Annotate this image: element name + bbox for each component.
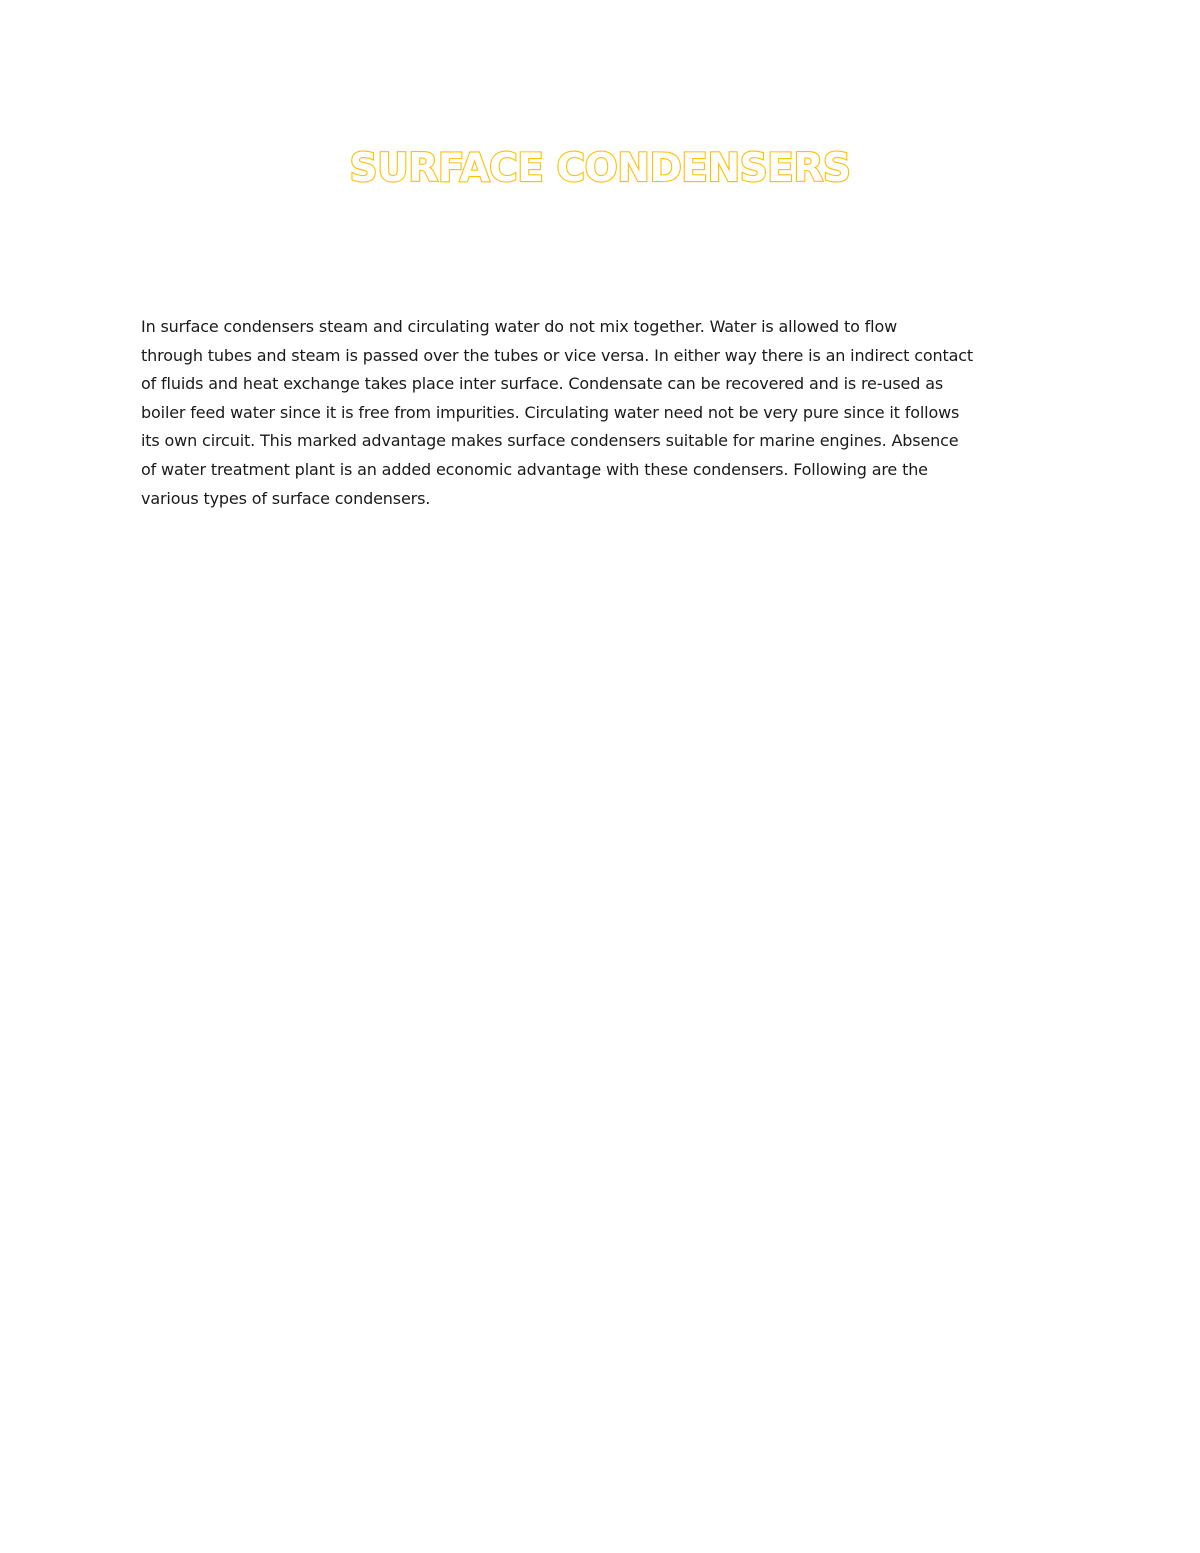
paragraph-line: various types of surface condensers. <box>141 488 431 508</box>
paragraph-line: of fluids and heat exchange takes place inter surface. Condensate can be recovered and is re-used as <box>141 374 944 394</box>
paragraph-line: In surface condensers steam and circulating water do not mix together. Water is allowed to flow <box>141 317 898 336</box>
body-paragraph <box>141 313 1061 513</box>
paragraph-line: its own circuit. This marked advantage makes surface condensers suitable for marine engines. Absence <box>141 431 959 451</box>
paragraph-line: of water treatment plant is an added economic advantage with these condensers. Following are the <box>141 459 928 479</box>
document-title: SURFACE CONDENSERS <box>349 146 851 191</box>
paragraph-line: boiler feed water since it is free from impurities. Circulating water need not be very pure since it follows <box>141 402 960 422</box>
paragraph-line: through tubes and steam is passed over the tubes or vice versa. In either way there is an indirect contact <box>141 345 974 365</box>
